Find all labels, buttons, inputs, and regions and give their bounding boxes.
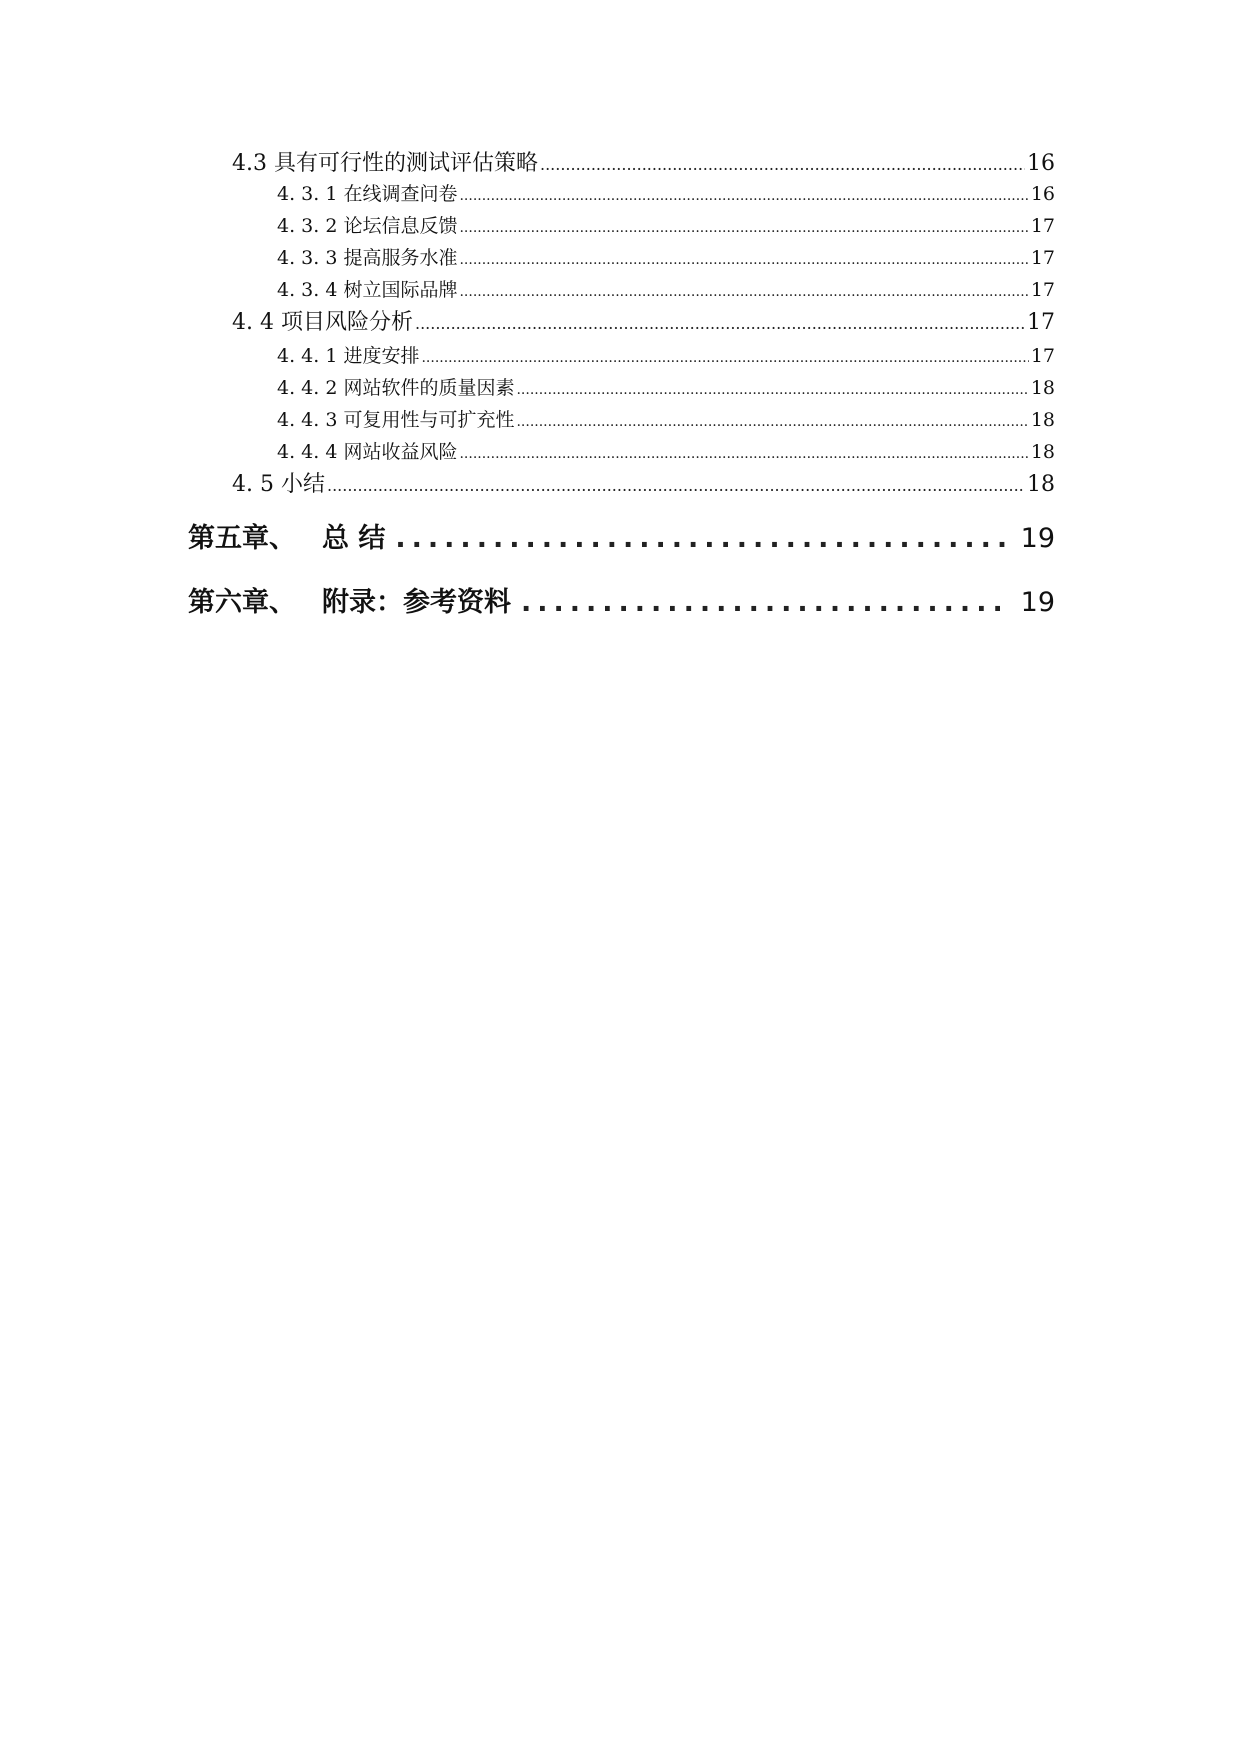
dot-leader <box>395 522 1010 556</box>
dot-leader <box>521 586 1011 620</box>
toc-entry-page: 16 <box>1027 151 1055 176</box>
toc-entry-4-3-1[interactable] <box>277 182 1055 208</box>
toc-entry-label: 4. 3. 3 提高服务水准 <box>277 247 458 269</box>
dot-leader <box>459 184 1028 208</box>
dot-leader <box>421 346 1028 370</box>
toc-entry-4-4-1[interactable] <box>277 344 1055 370</box>
toc-entry-4-4-2[interactable] <box>277 376 1055 402</box>
toc-entry-label: 4. 4. 1 进度安排 <box>277 345 420 367</box>
toc-entry-label: 4. 4. 3 可复用性与可扩充性 <box>277 409 515 431</box>
chapter-number: 第五章、 <box>188 523 296 554</box>
chapter-title: 总 结 <box>322 523 386 554</box>
toc-entry-label: 4. 3. 4 树立国际品牌 <box>277 279 458 301</box>
dot-leader <box>415 310 1025 338</box>
dot-leader <box>327 472 1025 500</box>
dot-leader <box>459 442 1028 466</box>
toc-entry-page: 17 <box>1030 279 1055 301</box>
toc-entry-label: 4. 4 项目风险分析 <box>232 310 413 335</box>
toc-entry-4-4[interactable] <box>232 309 1055 338</box>
toc-entry-page: 17 <box>1030 345 1055 367</box>
dot-leader <box>516 410 1028 434</box>
toc-entry-page: 16 <box>1030 183 1055 205</box>
toc-entry-label: 4. 4. 2 网站软件的质量因素 <box>277 377 515 399</box>
toc-entry-label: 4. 3. 1 在线调查问卷 <box>277 183 458 205</box>
toc-chapter-page: 19 <box>1020 587 1055 618</box>
toc-entry-label: 4. 3. 2 论坛信息反馈 <box>277 215 458 237</box>
toc-chapter-6[interactable] <box>188 586 1055 620</box>
toc-entry-label: 4.3 具有可行性的测试评估策略 <box>232 151 538 176</box>
toc-entry-page: 18 <box>1030 377 1055 399</box>
toc-entry-page: 17 <box>1027 310 1055 335</box>
toc-chapter-label <box>188 522 385 556</box>
toc-entry-page: 18 <box>1027 472 1055 497</box>
toc-entry-page: 18 <box>1030 441 1055 463</box>
toc-entry-4-4-4[interactable] <box>277 440 1055 466</box>
toc-entry-label: 4. 5 小结 <box>232 472 325 497</box>
toc-entry-page: 18 <box>1030 409 1055 431</box>
toc-entry-label: 4. 4. 4 网站收益风险 <box>277 441 458 463</box>
dot-leader <box>459 248 1028 272</box>
toc-entry-page: 17 <box>1030 215 1055 237</box>
toc-entry-4-3[interactable] <box>232 150 1055 179</box>
chapter-number: 第六章、 <box>188 587 296 618</box>
toc-entry-4-3-3[interactable] <box>277 246 1055 272</box>
dot-leader <box>459 280 1028 304</box>
dot-leader <box>540 151 1025 179</box>
toc-entry-4-3-2[interactable] <box>277 214 1055 240</box>
dot-leader <box>459 216 1028 240</box>
toc-entry-page: 17 <box>1030 247 1055 269</box>
chapter-title: 附录：参考资料 <box>322 587 511 618</box>
toc-chapter-5[interactable] <box>188 522 1055 556</box>
toc-chapter-label <box>188 586 511 620</box>
toc-entry-4-5[interactable] <box>232 471 1055 500</box>
toc-entry-4-4-3[interactable] <box>277 408 1055 434</box>
dot-leader <box>516 378 1028 402</box>
toc-chapter-page: 19 <box>1020 523 1055 554</box>
toc-entry-4-3-4[interactable] <box>277 278 1055 304</box>
